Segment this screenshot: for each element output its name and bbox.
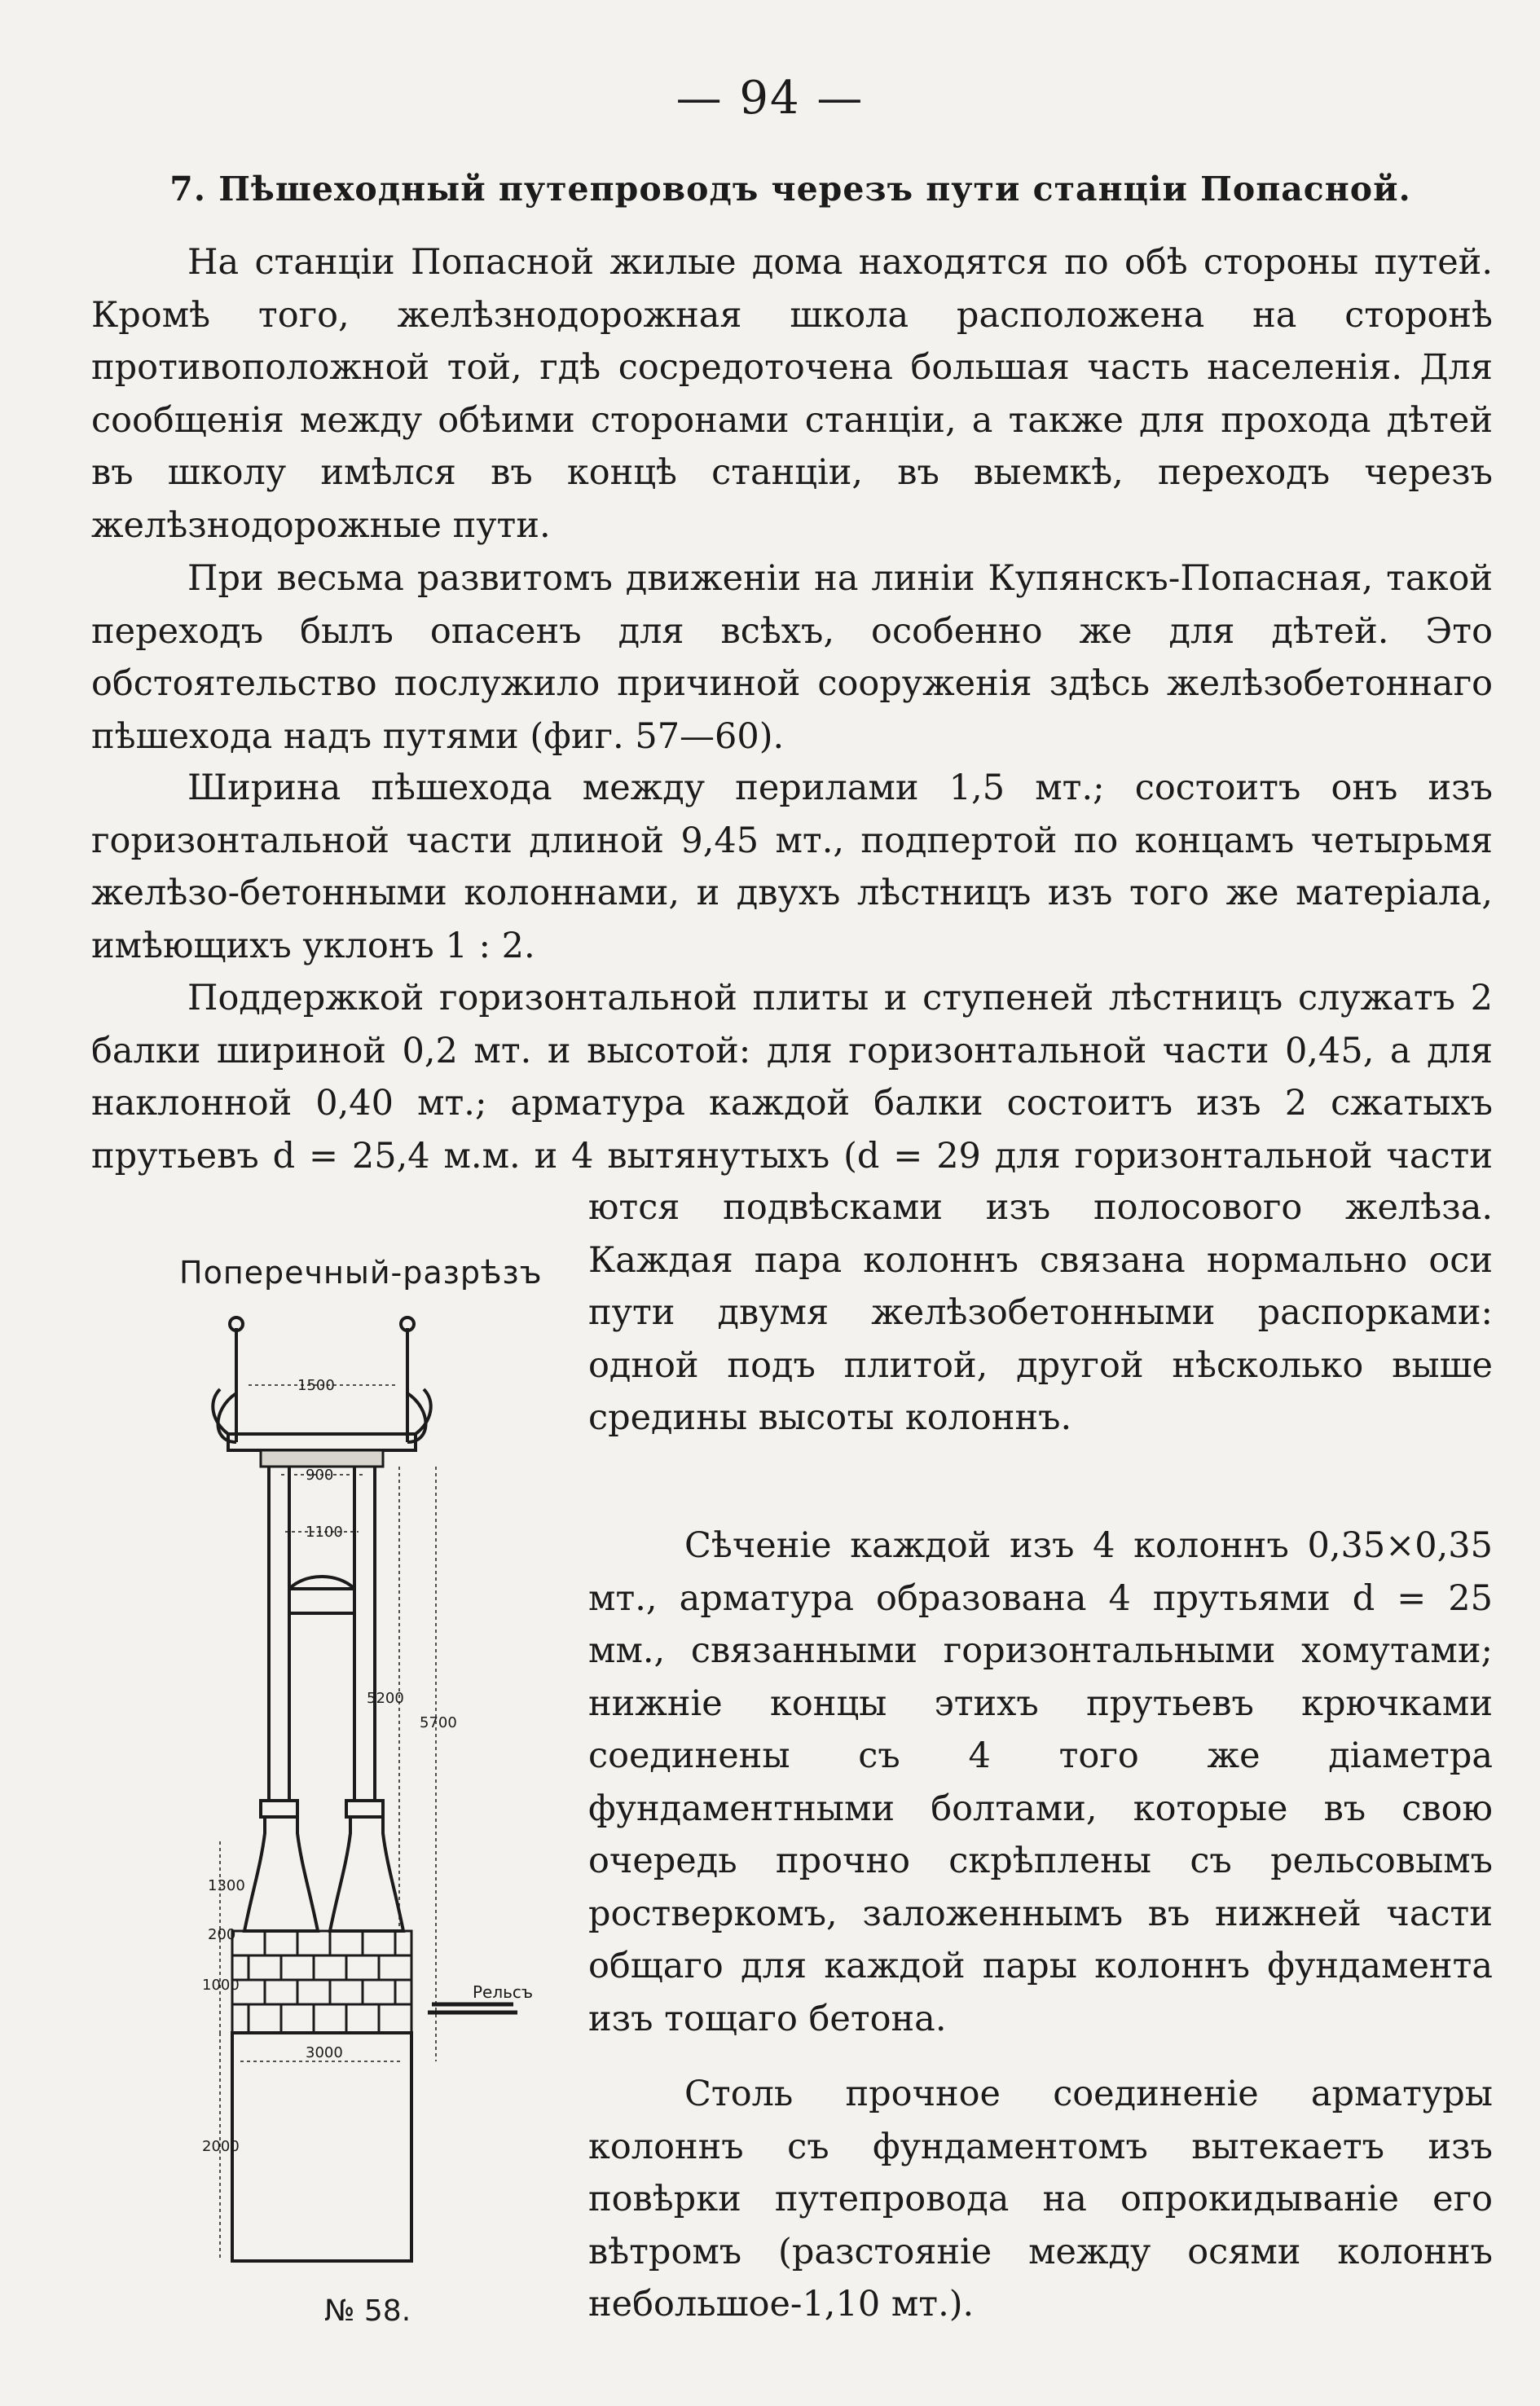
deck-slab bbox=[228, 1434, 416, 1450]
rail-label: Рельсъ bbox=[473, 1982, 534, 2002]
cross-section-figure bbox=[163, 1247, 595, 2289]
dim-5200: 5200 bbox=[367, 1690, 404, 1707]
dim-1500: 1500 bbox=[297, 1377, 335, 1394]
dim-5700: 5700 bbox=[420, 1714, 457, 1731]
section-title: 7. Пѣшеходный путепроводъ черезъ пути станціи Попасной. bbox=[169, 169, 1411, 209]
dim-3000: 3000 bbox=[306, 2044, 343, 2061]
concrete-foundation bbox=[232, 2033, 411, 2261]
column-bases bbox=[244, 1801, 403, 1931]
paragraph-4-continued: ются подвѣсками изъ полосового желѣза. Каждая пара колоннъ связана нормально оси пути двумя желѣзобетонными распорками: одной подъ плитой, другой нѣсколько выше средины высоты колоннъ. bbox=[588, 1187, 1493, 1438]
brick-foundation bbox=[232, 1931, 411, 2033]
deck-beam bbox=[261, 1450, 383, 1467]
dimension-lines bbox=[220, 1385, 436, 2261]
dim-1000: 1000 bbox=[202, 1977, 240, 1994]
columns bbox=[269, 1467, 375, 1801]
cross-section-drawing bbox=[163, 1247, 595, 2289]
paragraph-3: Ширина пѣшехода между перилами 1,5 мт.; состоитъ онъ изъ горизонтальной части длиной 9,45 мт., подпертой по концамъ четырьмя желѣзо-бетонными колоннами, и двухъ лѣстницъ изъ того же матеріала, имѣющихъ уклонъ 1 : 2. bbox=[91, 768, 1493, 966]
dim-1100: 1100 bbox=[306, 1524, 343, 1541]
dim-1300: 1300 bbox=[208, 1877, 245, 1894]
paragraph-2: При весьма развитомъ движеніи на линіи Купянскъ-Попасная, такой переходъ былъ опасенъ для всѣхъ, особенно же для дѣтей. Это обстоятельство послужило причиной сооруженія здѣсь желѣзобетоннаго пѣшехода надъ путями (фиг. 57—60). bbox=[91, 558, 1493, 757]
paragraph-5: Сѣченіе каждой изъ 4 колоннъ 0,35×0,35 мт., арматура образована 4 прутьями d = 25 мм., связанными горизонтальными хомутами; нижніе концы этихъ прутьевъ крючками соединены съ 4 того же діаметра фундаментными болтами, которые въ свою очередь прочно скрѣплены съ рельсовымъ ростверкомъ, заложеннымъ въ нижней части общаго для каждой пары колоннъ фундамента изъ тощаго бетона. bbox=[588, 1525, 1493, 2039]
dim-2000: 2000 bbox=[202, 2138, 240, 2155]
rail bbox=[428, 2004, 517, 2012]
figure-handwritten-title: Поперечный-разрѣзъ bbox=[179, 1255, 543, 1291]
dim-200: 200 bbox=[208, 1926, 236, 1943]
paragraph-1: На станціи Попасной жилые дома находятся по обѣ стороны путей. Кромѣ того, желѣзнодорожная школа расположена на сторонѣ противоположной той, гдѣ сосредоточена большая часть населенія. Для сообщенія между обѣими сторонами станціи, а также для прохода дѣтей въ школу имѣлся въ концѣ станціи, въ выемкѣ, переходъ черезъ желѣзнодорожные пути. bbox=[91, 242, 1493, 546]
paragraph-4: Поддержкой горизонтальной плиты и ступеней лѣстницъ служатъ 2 балки шириной 0,2 мт. и высотой: для горизонтальной части 0,45, а для наклонной 0,40 мт.; арматура каждой балки состоитъ изъ 2 сжатыхъ прутьевъ d = 25,4 м.м. и 4 вытянутыхъ (d = 29 для горизонтальной части bbox=[91, 978, 1493, 1177]
dim-900: 900 bbox=[306, 1467, 334, 1484]
page-number: — 94 — bbox=[675, 72, 865, 125]
paragraph-6: Столь прочное соединеніе арматуры колоннъ съ фундаментомъ вытекаетъ изъ повѣрки путепровода на опрокидываніе его вѣтромъ (разстояніе между осями колоннъ небольшое-1,10 мт.). bbox=[588, 2074, 1493, 2325]
figure-caption: № 58. bbox=[324, 2294, 411, 2328]
